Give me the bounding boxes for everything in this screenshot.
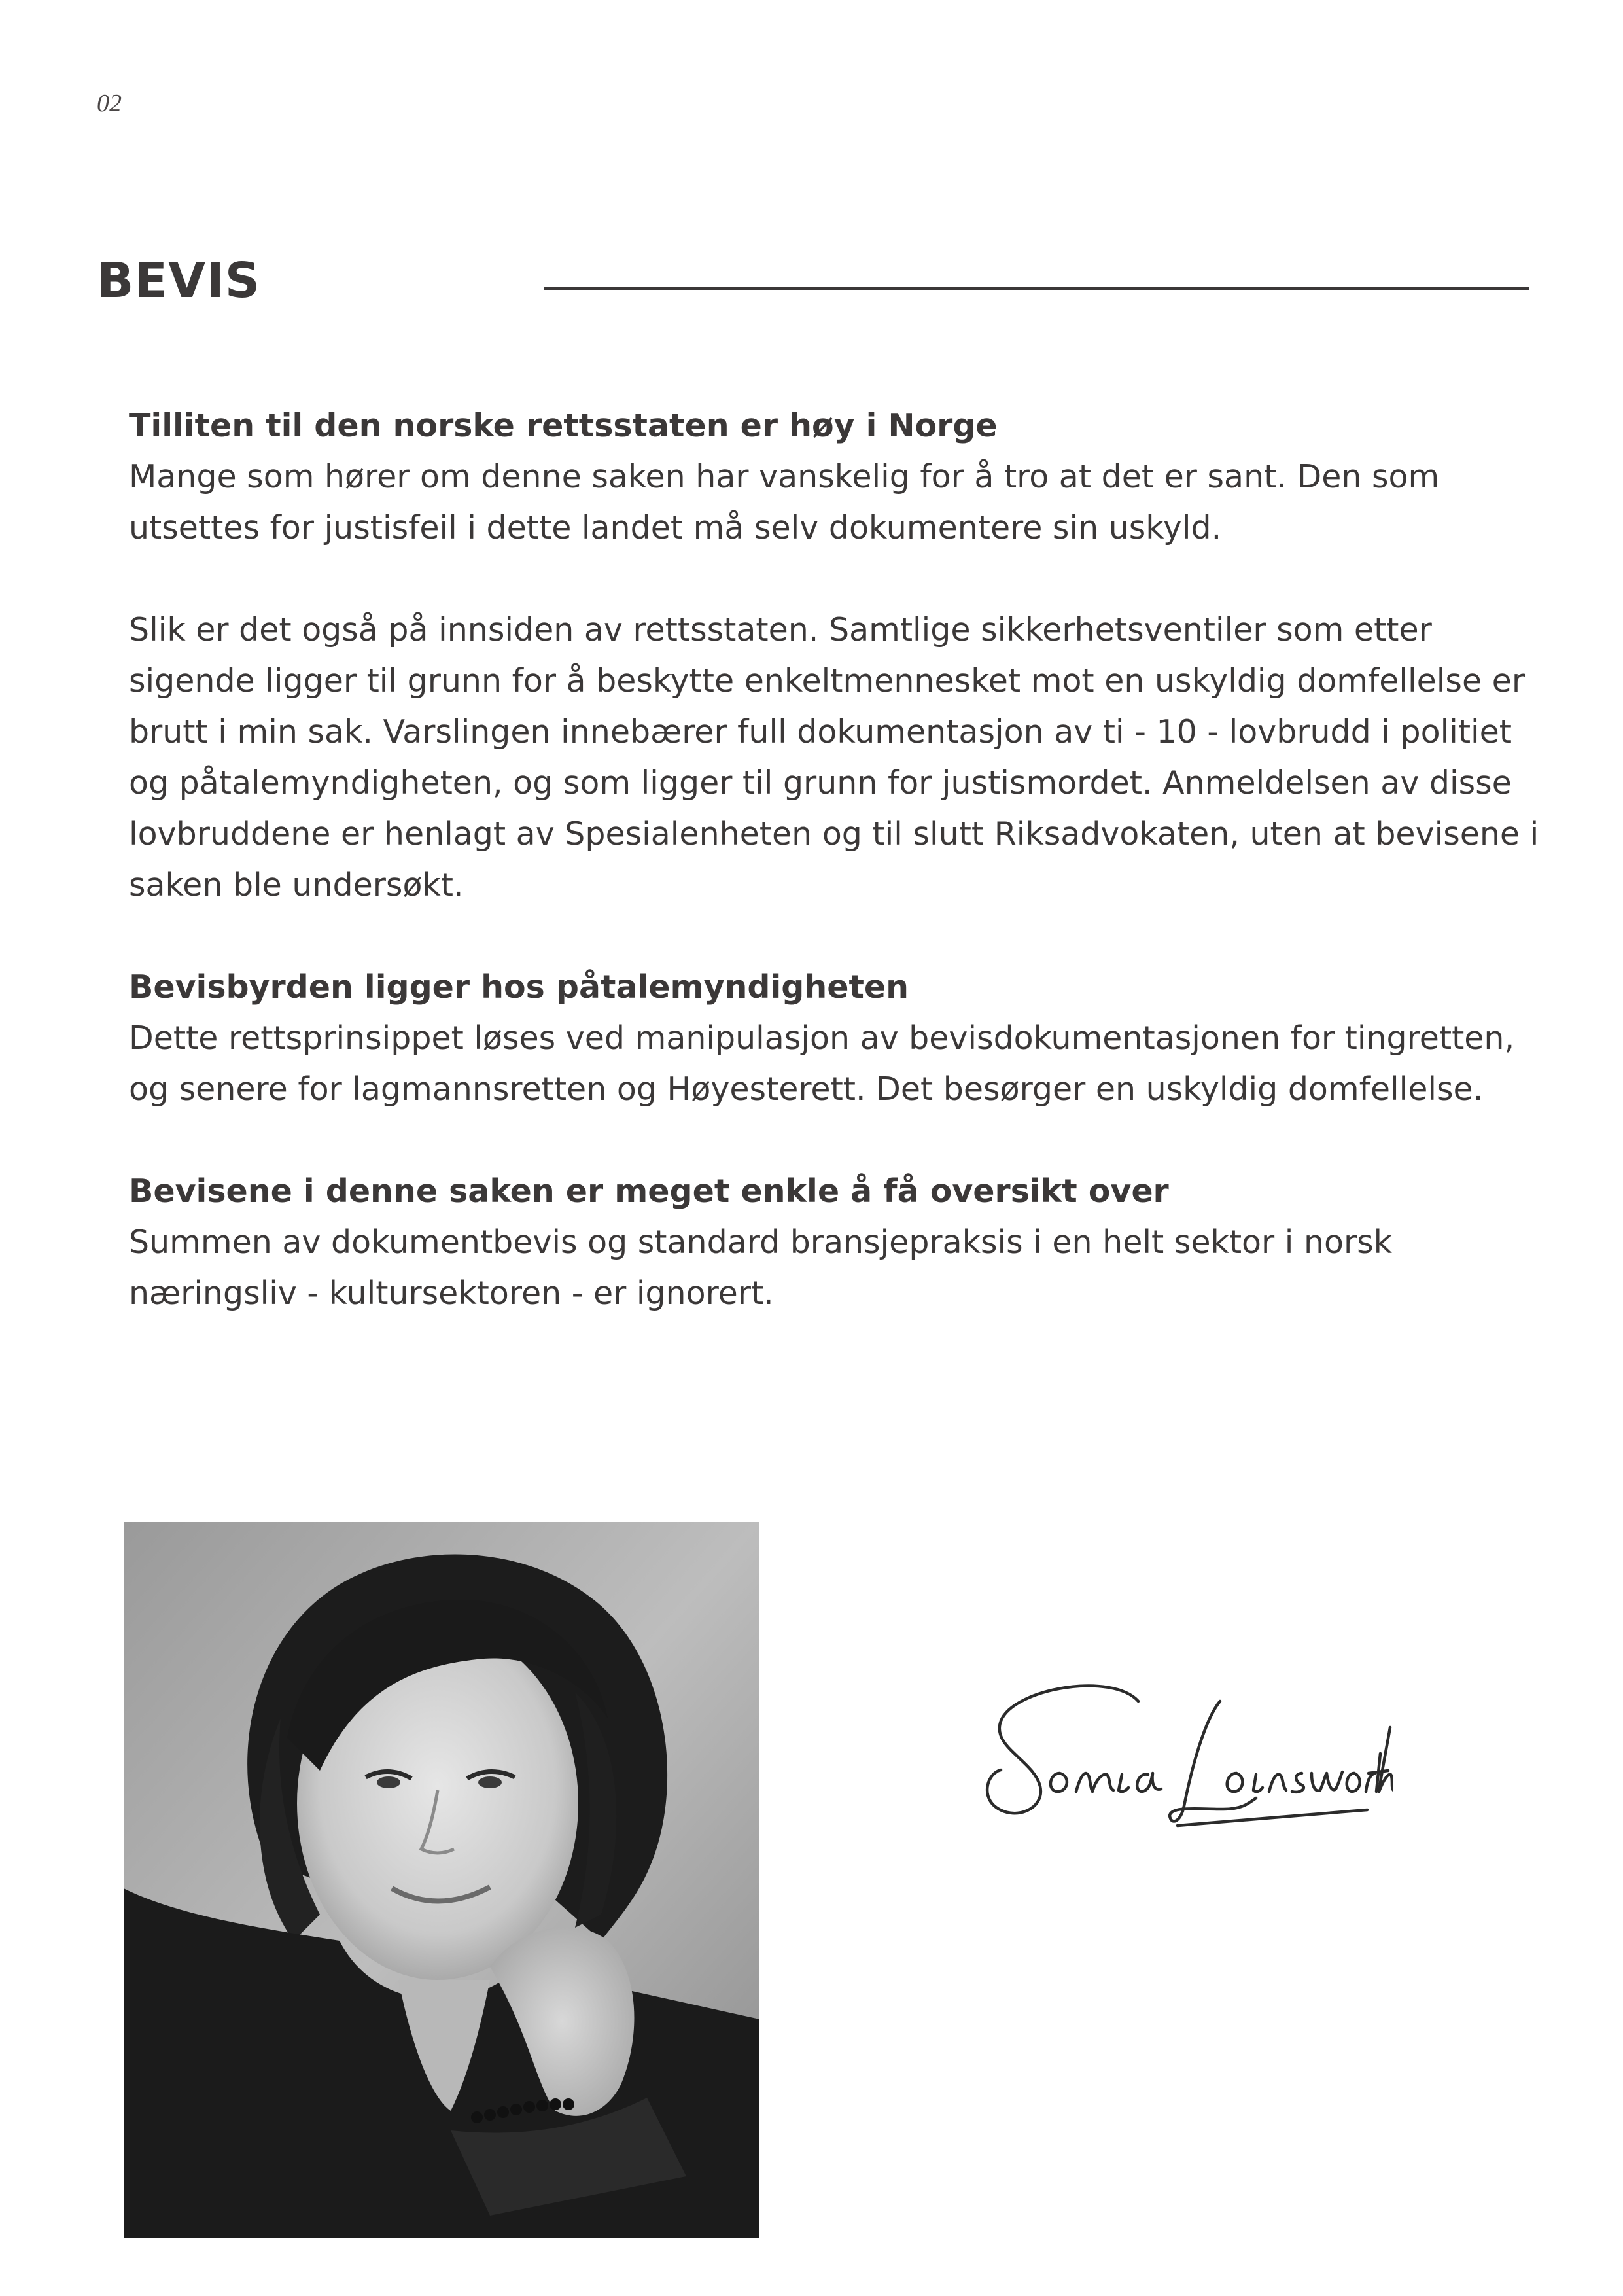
paragraph: Summen av dokumentbevis og standard bransjepraksis i en helt sektor i norsk næringsliv - kultursektoren - er ignorert. [129, 1224, 1393, 1312]
signature [962, 1675, 1393, 1845]
paragraph: Mange som hører om denne saken har vanskelig for å tro at det er sant. Den som utsettes for justisfeil i dette landet må selv dokumentere sin uskyld. [129, 458, 1440, 546]
section-trust [129, 400, 1542, 911]
section-title: Bevisene i denne saken er meget enkle å få oversikt over [129, 1173, 1169, 1210]
page-number: 02 [97, 90, 122, 117]
section-title: Bevisbyrden ligger hos påtalemyndigheten [129, 968, 909, 1006]
section-title: Tilliten til den norske rettsstaten er høy i Norge [129, 407, 998, 444]
section-evidence [129, 1166, 1542, 1319]
paragraph: Slik er det også på innsiden av rettsstaten. Samtlige sikkerhetsventiler som etter sigende ligger til grunn for å beskytte enkeltmennesket mot en uskyldig domfellelse er brutt i min sak. Varslingen innebærer full dokumentasjon av ti - 10 - lovbrudd i politiet og påtalemyndigheten, og som ligger til grunn for justismordet. Anmeldelsen av disse lovbruddene er henlagt av Spesialenheten og til slutt Riksadvokaten, uten at bevisene i saken ble undersøkt. [129, 611, 1539, 904]
heading-divider [544, 287, 1529, 290]
paragraph: Dette rettsprinsippet løses ved manipulasjon av bevisdokumentasjonen for tingretten, og senere for lagmannsretten og Høyesterett. Det besørger en uskyldig domfellelse. [129, 1019, 1515, 1108]
author-portrait-photo [124, 1522, 759, 2238]
body-text [129, 400, 1542, 1319]
page-title: BEVIS [97, 253, 261, 309]
section-burden-of-proof [129, 962, 1542, 1115]
